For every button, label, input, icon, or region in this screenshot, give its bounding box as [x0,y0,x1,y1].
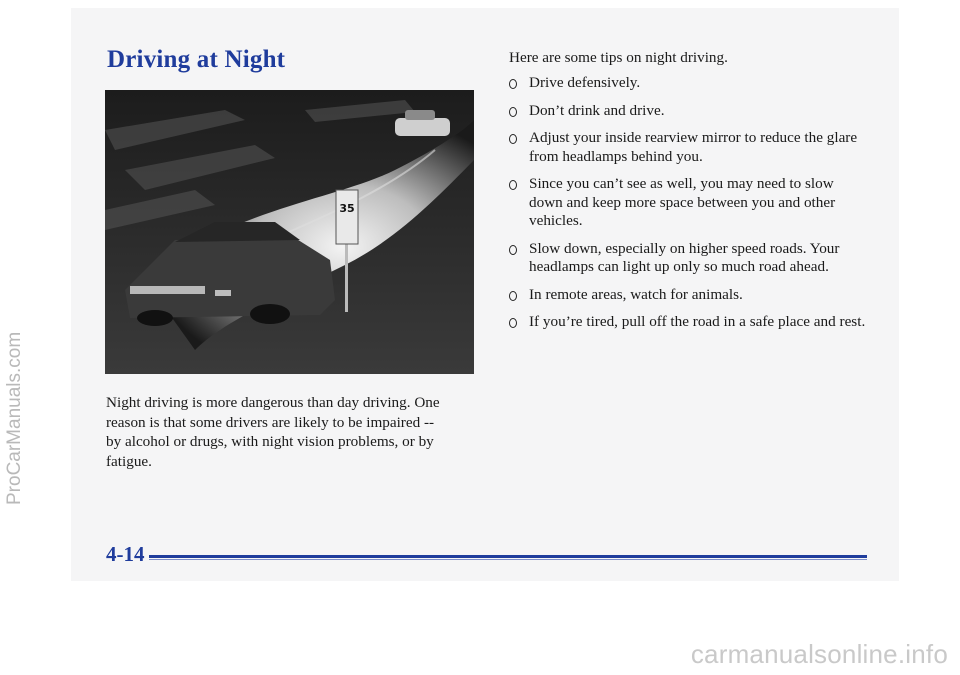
night-driving-photo [105,90,474,374]
list-item: Don’t drink and drive. [509,102,869,121]
bullet-icon [509,291,517,301]
tips-list [509,74,869,341]
bullet-icon [509,318,517,328]
page-number: 4-14 [106,542,145,566]
bottom-watermark: carmanualsonline.info [690,639,948,669]
footer-rule [149,555,867,558]
bullet-icon [509,107,517,117]
bullet-icon [509,180,517,190]
intro-paragraph: Night driving is more dangerous than day driving. One reason is that some drivers are likely to be impaired -- by alcohol or drugs, with night vision problems, or by fatigue. [106,394,440,470]
footer-rule-thin [149,559,867,560]
speed-sign-text: 35 [339,202,355,215]
list-item: Drive defensively. [509,74,869,93]
side-watermark-text: ProCarManuals.com [4,331,25,505]
side-watermark [0,0,26,675]
list-item: Slow down, especially on higher speed roads. Your headlamps can light up only so much road ahead. [509,240,869,277]
list-item: Adjust your inside rearview mirror to reduce the glare from headlamps behind you. [509,129,869,166]
manual-page [71,8,899,581]
bullet-icon [509,79,517,89]
list-item: If you’re tired, pull off the road in a safe place and rest. [509,313,869,332]
list-item: In remote areas, watch for animals. [509,286,869,305]
page-title: Driving at Night [107,46,286,73]
bullet-icon [509,134,517,144]
bullet-icon [509,245,517,255]
tips-intro: Here are some tips on night driving. [509,49,728,66]
list-item: Since you can’t see as well, you may need to slow down and keep more space between you and other vehicles. [509,175,869,231]
